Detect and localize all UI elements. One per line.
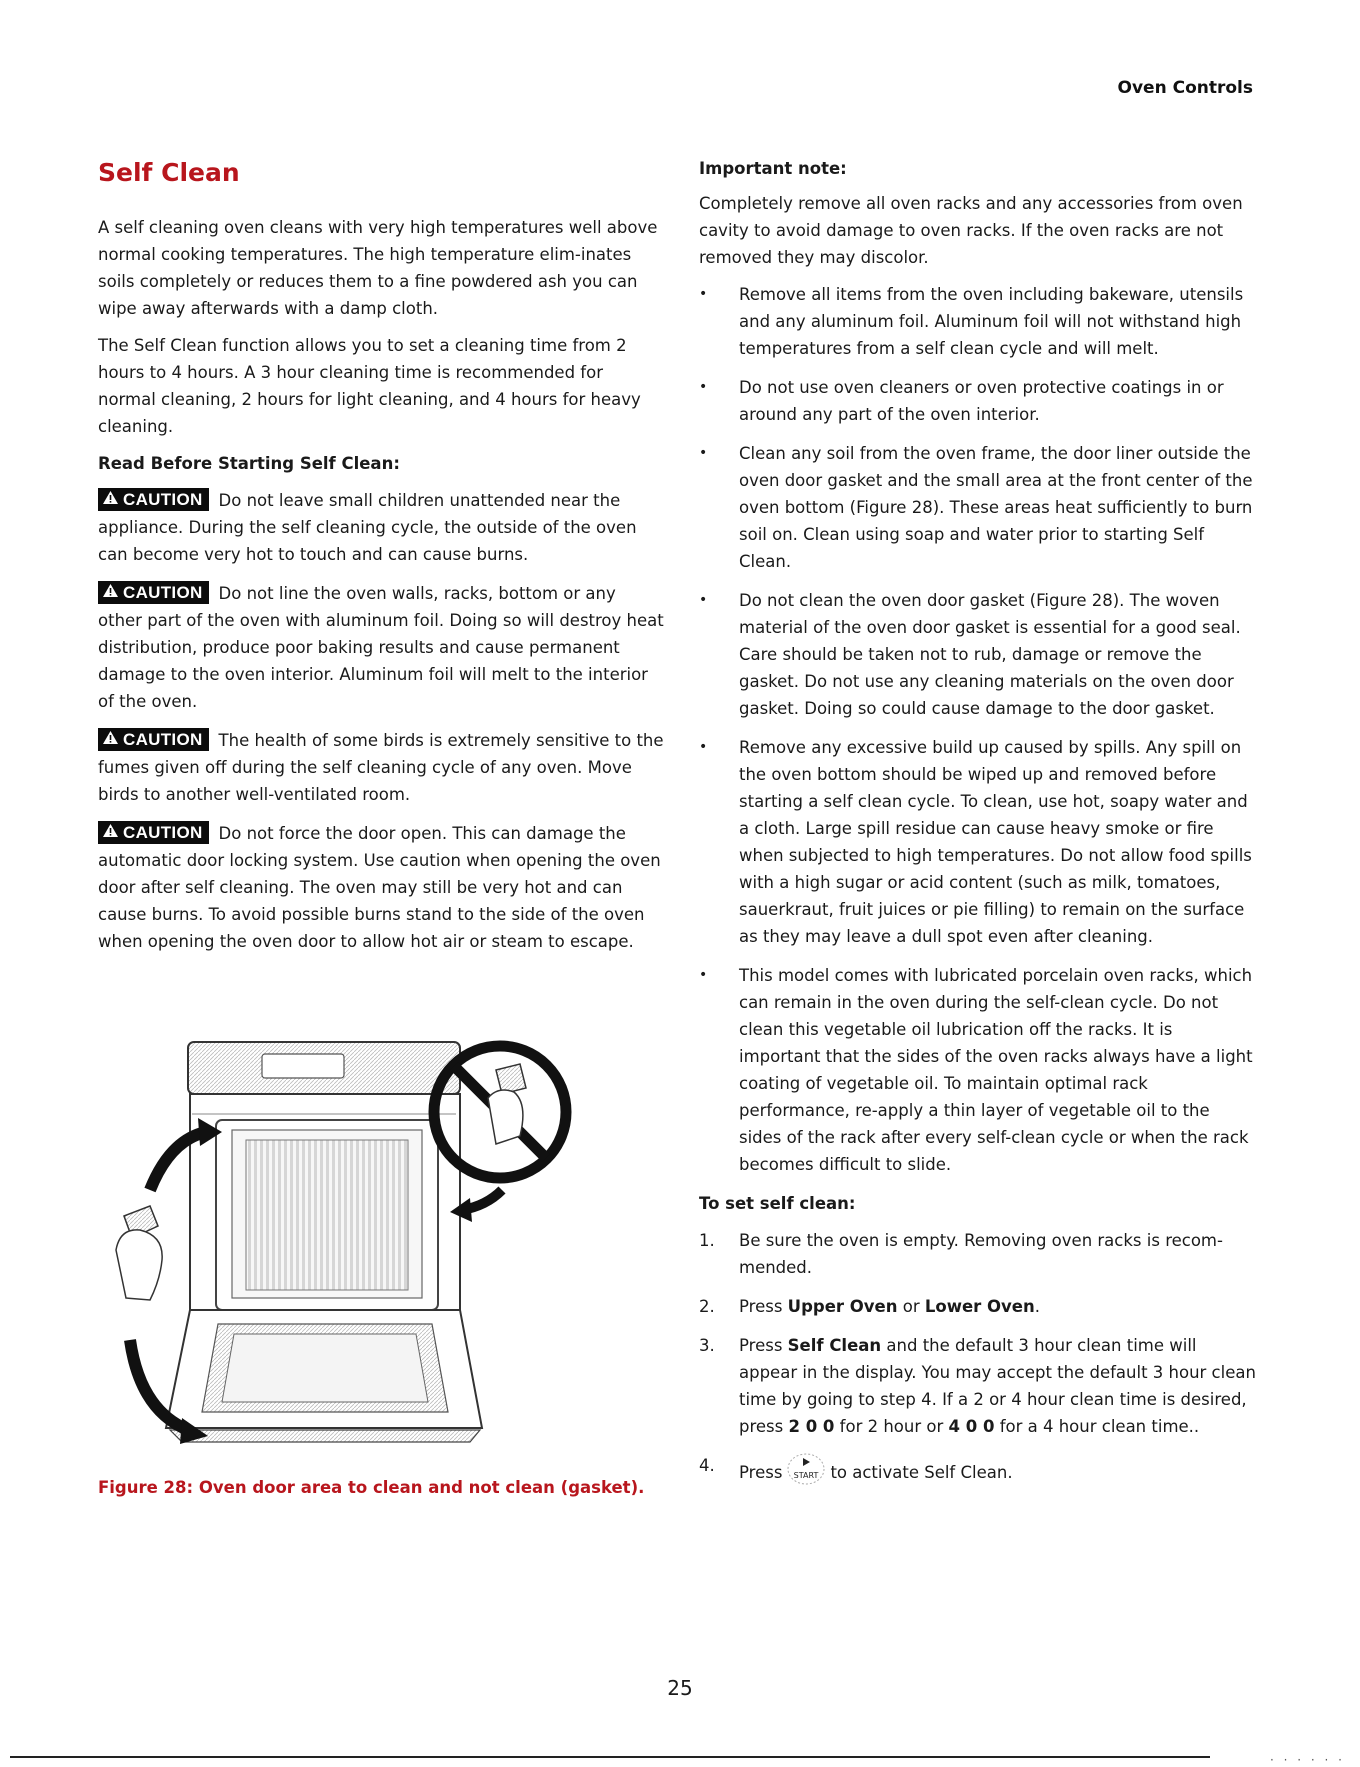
caution-paragraph [98, 727, 664, 808]
step-text-part: . [1034, 1297, 1040, 1316]
caution-text: Do not leave small children unattended near the appliance. During the self cleaning cycle, the outside of the oven can become very hot to touch and can cause burns. [98, 491, 637, 564]
upper-oven-key: Upper Oven [787, 1297, 898, 1316]
step-text [739, 1452, 1256, 1486]
intro-paragraph-2: The Self Clean function allows you to set a cleaning time from 2 hours to 4 hours. A 3 hour cleaning time is recommended for normal cleaning, 2 hours for light cleaning, and 4 hours for heavy cleaning. [98, 336, 641, 436]
step-item [699, 1293, 1256, 1320]
step-text [739, 1293, 1256, 1320]
warning-triangle-icon [102, 583, 119, 598]
oven-door-figure [110, 1040, 670, 1460]
step-text-part: for 2 hour or [834, 1417, 949, 1436]
list-item [699, 734, 1256, 950]
key-sequence-200: 2 0 0 [788, 1417, 835, 1436]
list-item [699, 962, 1256, 1178]
caution-label: CAUTION [123, 823, 203, 842]
list-item [699, 440, 1256, 575]
read-before-subheading: Read Before Starting Self Clean: [98, 454, 400, 473]
bullet-text: • Remove any excessive build up caused by spills. Any spill on the oven bottom should be wiped up and removed before starting a self clean cycle. To clean, use hot, soapy water and a cloth. Large spill residue can cause heavy smoke or fire when subjected to high temperatures. Do not allow food spills with a high sugar or acid content (such as milk, tomatoes, sauerkraut, fruit juices or pie filling) to remain on the surface as they may leave a dull spot even after cleaning. [739, 738, 1252, 946]
hand-with-sponge-icon [116, 1206, 162, 1300]
steps-list [699, 1227, 1256, 1486]
step-number: 2. [699, 1297, 715, 1316]
oven-door-open [166, 1310, 482, 1442]
important-bullet-list [699, 281, 1256, 1178]
warning-triangle-icon [102, 730, 119, 745]
page-title: Self Clean [98, 158, 240, 187]
bullet-text: • Do not clean the oven door gasket (Figure 28). The woven material of the oven door gasket is essential for a good seal. Care should be taken not to rub, damage or remove the gasket. Do not use any cleaning materials on the oven door gasket. Doing so could cause damage to the door gasket. [739, 591, 1241, 718]
section-header: Oven Controls [1117, 78, 1253, 98]
self-clean-key: Self Clean [787, 1336, 882, 1355]
right-column [699, 155, 1256, 1498]
caution-badge [98, 488, 209, 511]
list-item [699, 587, 1256, 722]
step-text-part: Press [739, 1463, 783, 1482]
step-number: 4. [699, 1456, 715, 1475]
caution-label: CAUTION [123, 490, 203, 509]
caution-paragraph [98, 580, 664, 715]
warning-triangle-icon [102, 823, 119, 838]
step-number: 1. [699, 1231, 715, 1250]
step-text-part: for a 4 hour clean time.. [994, 1417, 1200, 1436]
caution-text: The health of some birds is extremely sensitive to the fumes given off during the self cleaning cycle of any oven. Move birds to another well-ventilated room. [98, 731, 664, 804]
bullet-text: • Remove all items from the oven including bakeware, utensils and any aluminum foil. Aluminum foil will not withstand high temperatures from a self clean cycle and will melt. [739, 285, 1244, 358]
lower-oven-key: Lower Oven [924, 1297, 1035, 1316]
left-column [98, 155, 664, 967]
caution-text: Do not line the oven walls, racks, bottom or any other part of the oven with aluminum foil. Doing so will destroy heat distribution, produce poor baking results and cause permanent damage to the oven interior. Aluminum foil will melt to the interior of the oven. [98, 584, 664, 711]
step-text [739, 1332, 1256, 1440]
oven-control-panel [188, 1042, 460, 1094]
step-text-part: and the default 3 hour clean time will appear in the display. You may accept the default 3 hour clean time by going to step 4. If a 2 or 4 hour clean time is desired, press [739, 1336, 1256, 1436]
steps-heading: To set self clean: [699, 1194, 856, 1213]
start-button-icon [786, 1452, 826, 1486]
caution-badge [98, 581, 209, 604]
important-note-heading: Important note: [699, 159, 847, 178]
step-number: 3. [699, 1336, 715, 1355]
bullet-text: • This model comes with lubricated porcelain oven racks, which can remain in the oven during the self-clean cycle. Do not clean this vegetable oil lubrication off the racks. It is important that the sides of the oven racks always have a light coating of vegetable oil. To maintain optimal rack performance, re-apply a thin layer of vegetable oil to the sides of the rack after every self-clean cycle or when the rack becomes difficult to slide. [739, 966, 1253, 1174]
figure-caption: Figure 28: Oven door area to clean and not clean (gasket). [98, 1478, 645, 1497]
list-item [699, 374, 1256, 428]
step-text-part: or [897, 1297, 925, 1316]
warning-triangle-icon [102, 490, 119, 505]
key-sequence-400: 4 0 0 [948, 1417, 995, 1436]
list-item [699, 281, 1256, 362]
bullet-text: • Do not use oven cleaners or oven protective coatings in or around any part of the oven interior. [739, 378, 1224, 424]
caution-label: CAUTION [123, 730, 203, 749]
page-number: 25 [667, 1676, 693, 1700]
step-text: Be sure the oven is empty. Removing oven racks is recom-mended. [739, 1231, 1223, 1277]
footer-dots: · · · · · · [1270, 1753, 1345, 1767]
step-item [699, 1227, 1256, 1281]
caution-badge [98, 728, 209, 751]
step-text-part: to activate Self Clean. [830, 1463, 1013, 1482]
start-icon-label: START [794, 1471, 819, 1480]
important-note-text: Completely remove all oven racks and any accessories from oven cavity to avoid damage to oven racks. If the oven racks are not removed they may discolor. [699, 194, 1243, 267]
step-text-part: Press [739, 1336, 788, 1355]
caution-paragraph [98, 487, 664, 568]
step-item [699, 1452, 1256, 1486]
step-text-part: Press [739, 1297, 788, 1316]
caution-badge [98, 821, 209, 844]
bullet-text: • Clean any soil from the oven frame, the door liner outside the oven door gasket and the small area at the front center of the oven bottom (Figure 28). These areas heat sufficiently to burn soil on. Clean using soap and water prior to starting Self Clean. [739, 444, 1253, 571]
intro-paragraph-1: A self cleaning oven cleans with very high temperatures well above normal cooking temperatures. The high temperature elim-inates soils completely or reduces them to a fine powdered ash you can wipe away afterwards with a damp cloth. [98, 218, 658, 318]
footer-rule [10, 1756, 1210, 1758]
caution-paragraph [98, 820, 664, 955]
caution-label: CAUTION [123, 583, 203, 602]
caution-text: Do not force the door open. This can damage the automatic door locking system. Use caution when opening the oven door after self cleaning. The oven may still be very hot and can cause burns. To avoid possible burns stand to the side of the oven when opening the oven door to allow hot air or steam to escape. [98, 824, 661, 951]
step-item [699, 1332, 1256, 1440]
